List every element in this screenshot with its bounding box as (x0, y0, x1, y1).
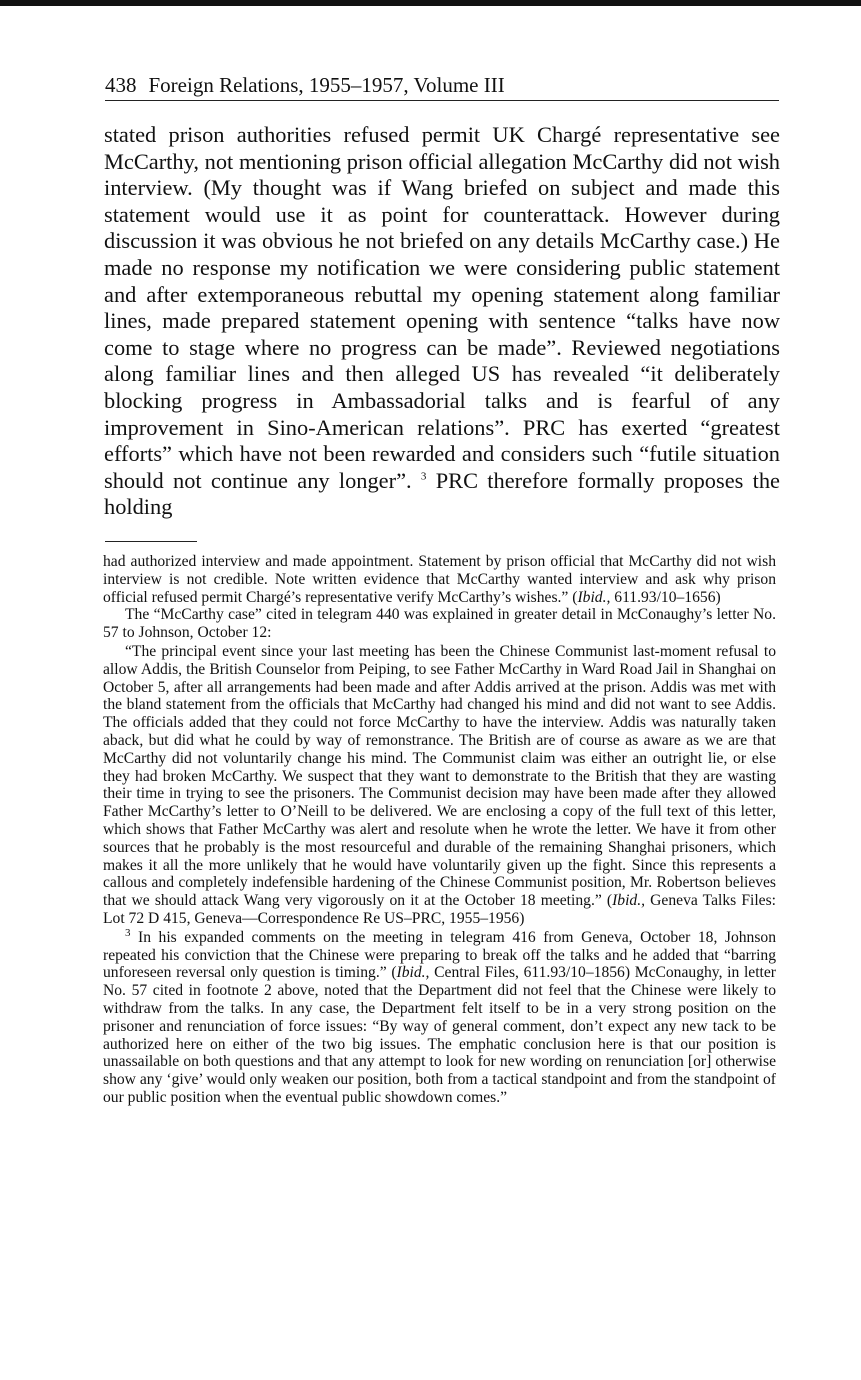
body-paragraph (104, 122, 780, 521)
footnote-2-continuation (103, 553, 776, 606)
page-number: 438 (105, 73, 137, 97)
footnote-3-marker: 3 (125, 926, 131, 939)
footnote-marker-3: 3 (420, 470, 427, 483)
footnote-quote (103, 643, 776, 928)
footnotes-section (103, 553, 776, 1107)
footnote-quote-text: “The principal event since your last meeting has been the Chinese Communist last-moment refusal to allow Addis, the British Counselor from Peiping, to see Father McCarthy in Ward Road Jail in Shanghai on October 5, after all arrangements had been made and after Addis arrived at the prison. Addis was met with the bland statement from the officials that McCarthy had changed his mind and did not want to see Addis. The officials added that they could not force McCarthy to have the interview. Addis was naturally taken aback, but did what he could by way of remonstrance. The British are of course as aware as we are that McCarthy did not voluntarily change his mind. The Communist claim was either an outright lie, or else they had broken McCarthy. We suspect that they want to demonstrate to the British that they are wasting their time in trying to see the prisoners. The Communist decision may have been made after they allowed Father McCarthy’s letter to O’Neill to be delivered. We are enclosing a copy of the full text of this letter, which shows that Father McCarthy was alert and resolute when he wrote the letter. We have it from other sources that he probably is the most resourceful and durable of the remaining Shanghai prisoners, which makes it all the more unlikely that he would have voluntarily given up the fight. Since this represents a callous and completely indefensible hardening of the Chinese Communist position, Mr. Robertson believes that we should attack Wang very vigorously on it at the October 18 meeting.” ( (103, 642, 776, 910)
body-text-part-2: PRC therefore formally proposes the holding (104, 467, 780, 520)
footnote-continuation-ref: Ibid., (577, 588, 611, 606)
footnote-3-ref: Ibid., (396, 964, 430, 982)
footnote-quote-ref: Ibid., (612, 892, 646, 910)
footnote-continuation-text: had authorized interview and made appointment. Statement by prison official that McCarthy did not wish interview is not credible. Note written evidence that McCarthy wanted interview and ask why prison official refused permit Chargé’s representative verify McCarthy’s wishes.” ( (103, 553, 776, 606)
scan-top-edge (0, 0, 861, 6)
footnote-continuation-ref-rest: 611.93/10–1656) (610, 588, 721, 606)
footnote-quote-ref-rest: Geneva Talks Files: Lot 72 D 415, Geneva—Correspondence Re US–PRC, 1955–1956) (103, 892, 777, 927)
body-text-part-1: stated prison authorities refused permit UK Chargé representative see McCarthy, not mentioning prison official allegation McCarthy did not wish interview. (My thought was if Wang briefed on subject and made this statement would use it as point for counterattack. However during discussion it was obvious he not briefed on any details McCarthy case.) He made no response my notification we were considering public statement and after extemporaneous rebuttal my opening statement along familiar lines, made prepared statement opening with sentence “talks have now come to stage where no progress can be made”. Reviewed negotiations along familiar lines and then alleged US has revealed “it deliberately blocking progress in Ambassadorial talks and is fearful of any improvement in Sino-American relations”. PRC has exerted “greatest efforts” which have not been rewarded and considers such “futile situation should not continue any longer”. (104, 122, 780, 493)
footnote-3 (103, 926, 776, 1107)
footnote-separator (105, 541, 197, 542)
running-header (105, 70, 779, 101)
footnote-3-text-a: In his expanded comments on the meeting in telegram 416 from Geneva, October 18, Johnson repeated his conviction that the Chinese were preparing to break off the talks and he added that “barring unforeseen reversal only question is timing.” ( (103, 928, 776, 982)
footnote-intro: The “McCarthy case” cited in telegram 440 was explained in greater detail in McConaughy’s letter No. 57 to Johnson, October 12: (103, 606, 776, 642)
running-title: Foreign Relations, 1955–1957, Volume III (148, 73, 505, 97)
footnote-3-text-b: Central Files, 611.93/10–1856) McConaughy, in letter No. 57 cited in footnote 2 above, noted that the Department did not feel that the Chinese were likely to withdraw from the talks. In any case, the Department felt itself to be in a very strong position on the prisoner and renunciation of force issues: “By way of general comment, don’t expect any new tack to be authorized here on either of the two big issues. The emphatic conclusion here is that our position is unassailable on both questions and that any attempt to look for new wording on renunciation [or] otherwise show any ‘give’ would only weaken our position, both from a tactical standpoint and from the standpoint of our public position when the eventual public showdown comes.” (103, 964, 776, 1106)
